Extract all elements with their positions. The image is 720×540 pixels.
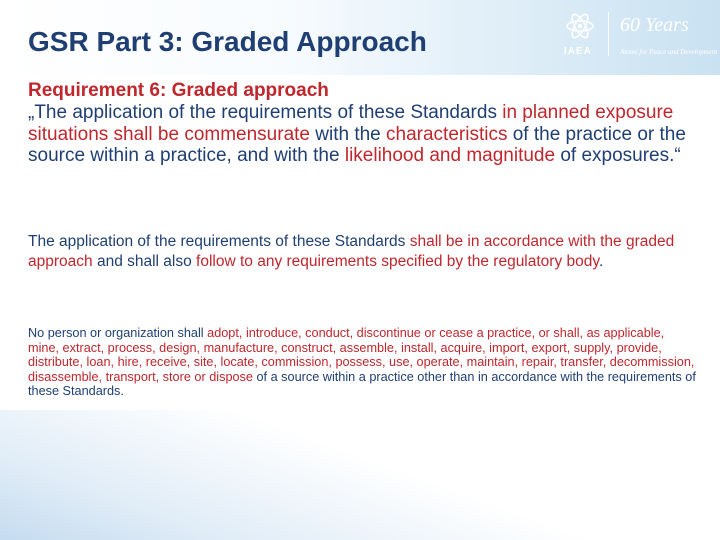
logo-acronym: IAEA — [564, 46, 592, 57]
graded-approach-paragraph — [28, 232, 698, 271]
paragraph-segment: of a source within a practice other than in accordance with the requirements of these Standards. — [28, 369, 696, 398]
paragraph-segment-highlight: shall be in accordance with the graded approach — [28, 233, 675, 270]
quote-segment: of exposures.“ — [555, 145, 681, 166]
iaea-logo — [558, 8, 718, 62]
logo-divider — [608, 12, 609, 56]
quote-segment: „The application of the requirements of these Standards — [28, 102, 503, 123]
quote-segment-highlight: characteristics — [386, 123, 508, 145]
slide-title: GSR Part 3: Graded Approach — [28, 26, 427, 57]
logo-tagline: Atoms for Peace and Development — [620, 48, 718, 56]
paragraph-segment: No person or organization shall — [28, 326, 208, 340]
atom-emblem-icon — [564, 10, 596, 42]
logo-anniversary: 60 Years — [620, 14, 689, 36]
quote-segment: with the — [309, 123, 387, 145]
paragraph-segment: and shall also — [92, 252, 197, 270]
paragraph-segment-highlight: follow to any requirements specified by the regulatory body — [196, 252, 599, 270]
paragraph-segment: . — [598, 252, 604, 270]
quote-segment-highlight: in planned exposure situations shall be commensurate — [28, 102, 674, 145]
paragraph-segment: The application of the requirements of these Standards — [28, 233, 410, 250]
quote-segment-highlight: likelihood and magnitude — [344, 145, 556, 166]
requirement-title: Requirement 6: Graded approach — [28, 80, 329, 101]
responsibilities-paragraph — [28, 326, 698, 399]
footer-background — [0, 410, 720, 540]
quote-segment: of the practice or the source within a practice, and with the — [28, 123, 686, 166]
paragraph-segment-highlight: adopt, introduce, conduct, discontinue or cease a practice, or shall, as applicable, mine, extract, process, design, manufacture, construct, assemble, install, acquire, import, export, supply, provide, distribute, loan, hire, receive, site, locate, commission, possess, use, operate, maintain, repair, transfer, decommission, disassemble, transport, store or dispose — [28, 326, 695, 384]
requirement-quote — [28, 102, 708, 167]
